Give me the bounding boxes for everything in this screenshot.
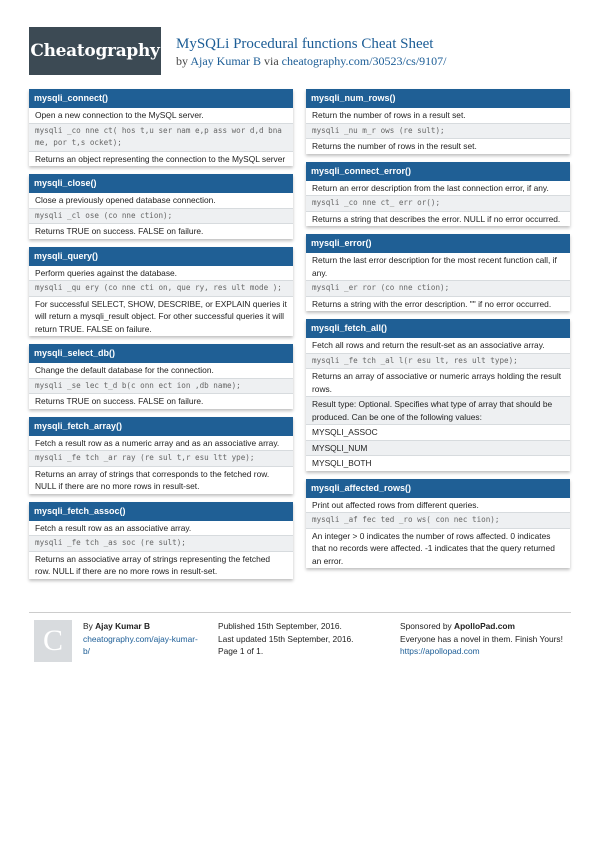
footer xyxy=(29,612,571,672)
footer-sponsor xyxy=(400,620,570,658)
function-card xyxy=(306,89,570,154)
code-snippet: mysqli _fe tch _ar ray (re sul t,r esu ltt ype); xyxy=(29,450,293,466)
description-text: Returns an array of associative or numeric arrays holding the result rows. xyxy=(306,368,570,396)
sponsored-label: Sponsored by xyxy=(400,621,452,631)
footer-by-label: By xyxy=(83,621,93,631)
card-title: mysqli_connect_error() xyxy=(306,162,570,181)
by-label: by xyxy=(176,54,188,68)
footer-author-link[interactable]: cheatography.com/ajay-kumar-b/ xyxy=(83,633,198,656)
description-text: Fetch a result row as a numeric array and as an associative array. xyxy=(35,437,280,448)
code-snippet: mysqli _fe tch _as soc (re sult); xyxy=(29,535,293,551)
card-title: mysqli_select_db() xyxy=(29,344,293,363)
description-text: Returns the number of rows in the result set. xyxy=(306,138,570,154)
left-column xyxy=(29,89,293,587)
code-snippet: mysqli _qu ery (co nne cti on, que ry, res ult mode ); xyxy=(29,280,293,296)
cheatography-logo[interactable]: Cheatography xyxy=(29,27,161,75)
function-card xyxy=(29,417,293,494)
function-card xyxy=(306,479,570,569)
sponsor-tagline: Everyone has a novel in them. Finish Yours! xyxy=(400,633,563,644)
page-title: MySQLi Procedural functions Cheat Sheet xyxy=(176,36,434,52)
function-card xyxy=(29,344,293,409)
card-title: mysqli_affected_rows() xyxy=(306,479,570,498)
card-title: mysqli_fetch_array() xyxy=(29,417,293,436)
description-text: Returns an object representing the connection to the MySQL server xyxy=(29,151,293,167)
description-text: Return the last error description for the most recent function call, if any. xyxy=(312,255,557,278)
description-text: MYSQLI_BOTH xyxy=(306,455,570,471)
card-title: mysqli_fetch_assoc() xyxy=(29,502,293,521)
function-card xyxy=(29,174,293,239)
description-text: Returns TRUE on success. FALSE on failure. xyxy=(29,223,293,239)
footer-dates xyxy=(218,620,378,658)
description-text: MYSQLI_ASSOC xyxy=(306,424,570,440)
description-text: An integer > 0 indicates the number of rows affected. 0 indicates that no records were affected. -1 indicates that the query returned an error. xyxy=(306,528,570,569)
code-snippet: mysqli _er ror (co nne ction); xyxy=(306,280,570,296)
card-title: mysqli_connect() xyxy=(29,89,293,108)
card-title: mysqli_error() xyxy=(306,234,570,253)
description-text: Print out affected rows from different queries. xyxy=(312,499,479,510)
header xyxy=(29,27,571,75)
page-count: Page 1 of 1. xyxy=(218,646,264,656)
description-text: Fetch a result row as an associative array. xyxy=(35,522,192,533)
description-text: Change the default database for the connection. xyxy=(35,365,214,375)
description-text: Returns an associative array of strings representing the fetched row. NULL if there are no more rows in result-set. xyxy=(29,551,293,579)
description-text: Result type: Optional. Specifies what type of array that should be produced. Can be one of the following values: xyxy=(306,396,570,424)
card-title: mysqli_query() xyxy=(29,247,293,266)
description-text: Close a previously opened database connection. xyxy=(35,195,216,205)
description-text: Perform queries against the database. xyxy=(35,267,177,278)
function-card xyxy=(29,89,293,166)
code-snippet: mysqli _se lec t_d b(c onn ect ion ,db name); xyxy=(29,378,293,394)
function-card xyxy=(29,247,293,337)
author-link[interactable]: Ajay Kumar B xyxy=(190,54,261,68)
code-snippet: mysqli _fe tch _al l(r esu lt, res ult type); xyxy=(306,353,570,369)
author-avatar: C xyxy=(34,620,72,662)
footer-author xyxy=(83,620,198,658)
card-title: mysqli_num_rows() xyxy=(306,89,570,108)
via-label: via xyxy=(264,54,279,68)
card-title: mysqli_close() xyxy=(29,174,293,193)
description-text: Open a new connection to the MySQL server. xyxy=(35,110,204,120)
right-column xyxy=(306,89,570,576)
description-text: Returns TRUE on success. FALSE on failure. xyxy=(29,393,293,409)
description-text: Returns a string with the error description. "" if no error occurred. xyxy=(306,296,570,312)
description-text: Returns a string that describes the error. NULL if no error occurred. xyxy=(306,211,570,227)
footer-author-name: Ajay Kumar B xyxy=(95,621,151,631)
subtitle xyxy=(176,54,447,69)
function-card xyxy=(29,502,293,579)
sheet-url-link[interactable]: cheatography.com/30523/cs/9107/ xyxy=(281,54,447,68)
function-card xyxy=(306,319,570,471)
description-text: Return an error description from the last connection error, if any. xyxy=(312,182,549,193)
code-snippet: mysqli _co nne ct_ err or(); xyxy=(306,195,570,211)
updated-date: Last updated 15th September, 2016. xyxy=(218,633,354,644)
description-text: Fetch all rows and return the result-set as an associative array. xyxy=(312,340,545,350)
published-date: Published 15th September, 2016. xyxy=(218,621,342,631)
code-snippet: mysqli _af fec ted _ro ws( con nec tion); xyxy=(306,512,570,528)
description-text: MYSQLI_NUM xyxy=(306,440,570,456)
code-snippet: mysqli _nu m_r ows (re sult); xyxy=(306,123,570,139)
description-text: Return the number of rows in a result set. xyxy=(312,110,466,120)
card-title: mysqli_fetch_all() xyxy=(306,319,570,338)
sponsor-link[interactable]: https://apollopad.com xyxy=(400,646,480,656)
code-snippet: mysqli _cl ose (co nne ction); xyxy=(29,208,293,224)
description-text: Returns an array of strings that corresponds to the fetched row. NULL if there are no more rows in result-set. xyxy=(29,466,293,494)
description-text: For successful SELECT, SHOW, DESCRIBE, or EXPLAIN queries it will return a mysqli_result object. For other successful queries it will return TRUE. FALSE on failure. xyxy=(29,296,293,337)
function-card xyxy=(306,234,570,311)
code-snippet: mysqli _co nne ct( hos t,u ser nam e,p ass wor d,d bna me, por t,s ocket); xyxy=(29,123,293,151)
function-card xyxy=(306,162,570,227)
sponsor-name: ApolloPad.com xyxy=(454,621,515,631)
